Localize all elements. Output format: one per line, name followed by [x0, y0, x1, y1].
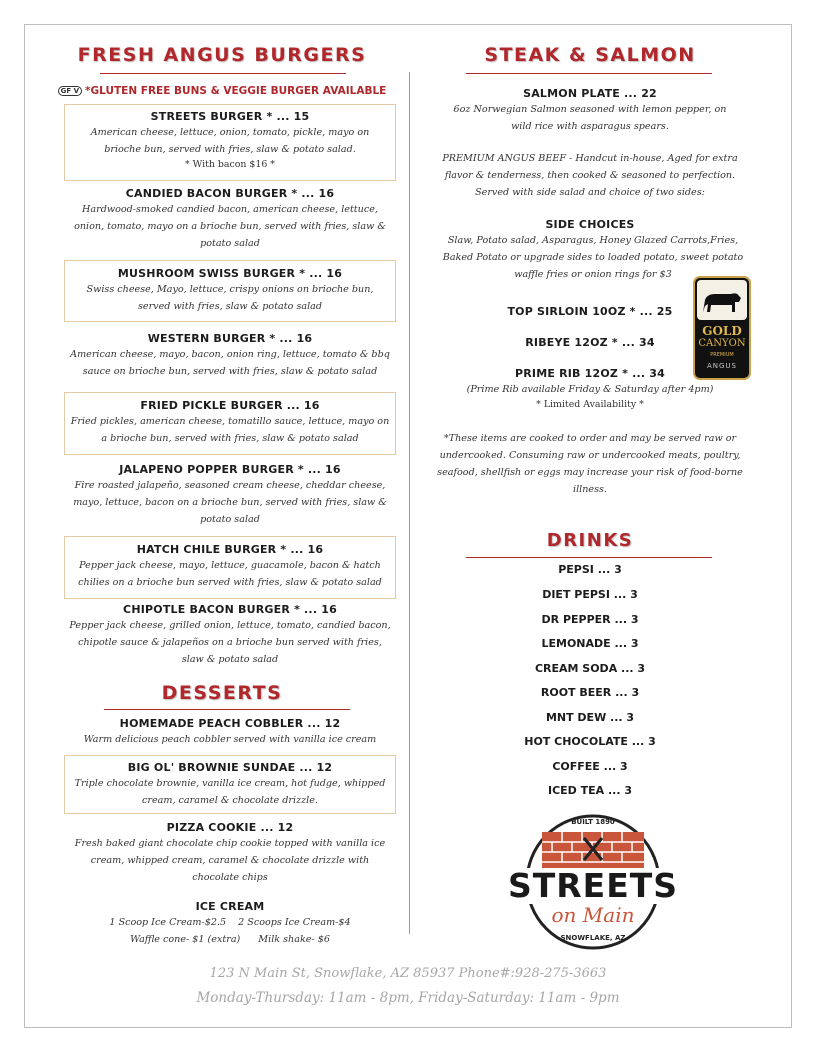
burger-note: * With bacon $16 * — [185, 159, 275, 170]
burger-item — [64, 462, 396, 528]
dessert-name: BIG OL' BROWNIE SUNDAE ... 12 — [127, 761, 333, 774]
raw-warning — [432, 430, 748, 498]
ice-cream-price: 2 Scoops Ice Cream-$4 — [238, 917, 351, 928]
burger-desc: Fire roasted jalapeño, seasoned cream cheese, cheddar cheese, mayo, lettuce, bacon on a brioche bun, served with fries, slaw & potato salad — [73, 480, 387, 525]
salmon-desc: 6oz Norwegian Salmon seasoned with lemon pepper, on wild rice with asparagus spears. — [453, 104, 727, 132]
burger-item — [64, 186, 396, 252]
badge-angus: ANGUS — [706, 362, 738, 370]
salmon-name: SALMON PLATE ... 22 — [523, 87, 657, 100]
burger-desc: Pepper jack cheese, grilled onion, lettuce, tomato, candied bacon, chipotle sauce & jalapeños on a brioche bun served with fries, slaw & potato salad — [69, 620, 391, 665]
burger-name: JALAPENO POPPER BURGER * ... 16 — [119, 463, 341, 476]
dessert-item — [64, 755, 396, 814]
gluten-free-note — [42, 85, 402, 97]
drinks-title: DRINKS — [546, 530, 634, 551]
burger-item — [64, 260, 396, 322]
badge-gold: GOLD — [702, 324, 742, 338]
drink-item: DR PEPPER ... 3 — [541, 613, 639, 626]
dessert-desc: Triple chocolate brownie, vanilla ice cream, hot fudge, whipped cream, caramel & chocolate drizzle. — [74, 778, 386, 806]
side-choices — [430, 217, 750, 283]
badge-canyon: CANYON — [698, 338, 746, 349]
burger-desc: American cheese, lettuce, onion, tomato, pickle, mayo on brioche bun, served with fries, slaw & potato salad. — [90, 127, 370, 155]
burger-desc: Pepper jack cheese, mayo, lettuce, guacamole, bacon & hatch chilies on a brioche bun served with fries, slaw & potato salad — [78, 560, 382, 588]
gluten-free-text: *GLUTEN FREE BUNS & VEGGIE BURGER AVAILABLE — [85, 85, 387, 97]
footer-hours: Monday-Thursday: 11am - 8pm, Friday-Saturday: 11am - 9pm — [196, 990, 620, 1006]
desserts-rule — [104, 709, 350, 710]
ice-cream-item — [64, 899, 396, 948]
ice-cream-price: Milk shake- $6 — [258, 934, 330, 945]
drink-item: HOT CHOCOLATE ... 3 — [524, 735, 656, 748]
burger-name: STREETS BURGER * ... 15 — [150, 110, 310, 123]
ice-cream-prices — [64, 914, 396, 931]
sides-title: SIDE CHOICES — [545, 218, 635, 231]
drink-item: DIET PEPSI ... 3 — [542, 588, 638, 601]
burger-item — [64, 104, 396, 181]
drink-item: CREAM SODA ... 3 — [534, 662, 646, 675]
drink-item: PEPSI ... 3 — [558, 563, 622, 576]
premium-desc — [430, 150, 750, 201]
premium-text: PREMIUM ANGUS BEEF - Handcut in-house, Aged for extra flavor & tenderness, then cooked & seasoned to perfection. Served with side salad and choice of two sides: — [442, 153, 738, 198]
dessert-name: PIZZA COOKIE ... 12 — [166, 821, 294, 834]
drinks-rule — [466, 557, 712, 558]
steak-rule — [466, 73, 712, 74]
gold-canyon-badge — [693, 276, 753, 382]
steak-item — [490, 304, 690, 319]
steak-item — [490, 335, 690, 350]
logo-city: SNOWFLAKE, AZ — [560, 934, 626, 942]
burger-name: FRIED PICKLE BURGER ... 16 — [140, 399, 320, 412]
drink-item: MNT DEW ... 3 — [545, 711, 635, 724]
desserts-title: DESSERTS — [161, 682, 283, 704]
ice-cream-price: Waffle cone- $1 (extra) — [130, 934, 241, 945]
salmon-item — [430, 86, 750, 135]
drink-item: ROOT BEER ... 3 — [540, 686, 640, 699]
logo-on-main: on Main — [551, 903, 635, 927]
streets-logo — [484, 808, 702, 958]
warning-text: *These items are cooked to order and may be served raw or undercooked. Consuming raw or undercooked meats, poultry, seafood, shellfish or eggs may increase your risk of food-borne illness. — [437, 433, 743, 495]
burger-name: WESTERN BURGER * ... 16 — [147, 332, 313, 345]
ice-cream-extras — [64, 931, 396, 948]
burger-name: MUSHROOM SWISS BURGER * ... 16 — [117, 267, 343, 280]
logo-built: BUILT 1890 — [571, 818, 615, 826]
gf-veggie-icon: GF V — [58, 86, 82, 96]
ice-cream-price: 1 Scoop Ice Cream-$2.5 — [109, 917, 227, 928]
ribeye-name: RIBEYE 12OZ * ... 34 — [525, 336, 655, 349]
sirloin-name: TOP SIRLOIN 10OZ * ... 25 — [507, 305, 673, 318]
prime-rib-note: (Prime Rib available Friday & Saturday after 4pm) — [466, 384, 714, 395]
drink-item: LEMONADE ... 3 — [541, 637, 639, 650]
column-divider — [409, 72, 410, 934]
burger-desc: American cheese, mayo, bacon, onion ring, lettuce, tomato & bbq sauce on brioche bun, served with fries, slaw & potato salad — [70, 349, 390, 377]
dessert-desc: Fresh baked giant chocolate chip cookie topped with vanilla ice cream, whipped cream, caramel & chocolate drizzle with chocolate chips — [74, 838, 386, 883]
prime-rib-name: PRIME RIB 12OZ * ... 34 — [514, 367, 665, 380]
logo-streets: STREETS — [507, 866, 679, 905]
burgers-title: FRESH ANGUS BURGERS — [77, 44, 367, 66]
drink-item: ICED TEA ... 3 — [547, 784, 633, 797]
burger-name: CHIPOTLE BACON BURGER * ... 16 — [123, 603, 337, 616]
burger-name: CANDIED BACON BURGER * ... 16 — [125, 187, 335, 200]
burger-name: HATCH CHILE BURGER * ... 16 — [136, 543, 324, 556]
footer-address: 123 N Main St, Snowflake, AZ 85937 Phone#:928-275-3663 — [209, 966, 607, 981]
dessert-item — [64, 716, 396, 748]
dessert-name: HOMEMADE PEACH COBBLER ... 12 — [119, 717, 341, 730]
burger-item — [64, 331, 396, 380]
badge-premium: PREMIUM — [710, 352, 734, 358]
burger-item — [64, 602, 396, 668]
sides-desc: Slaw, Potato salad, Asparagus, Honey Glazed Carrots,Fries, Baked Potato or upgrade sides to loaded potato, sweet potato waffle fries or onion rings for $3 — [442, 235, 744, 280]
drink-item: COFFEE ... 3 — [552, 760, 628, 773]
burgers-rule — [100, 73, 346, 74]
burger-item — [64, 392, 396, 455]
limited-note: * Limited Availability * — [536, 399, 644, 410]
burger-desc: Swiss cheese, Mayo, lettuce, crispy onions on brioche bun, served with fries, slaw & potato salad — [86, 284, 374, 312]
ice-cream-name: ICE CREAM — [195, 900, 265, 913]
dessert-item — [64, 820, 396, 886]
burger-item — [64, 536, 396, 599]
burger-desc: Fried pickles, american cheese, tomatillo sauce, lettuce, mayo on a brioche bun, served with fries, slaw & potato salad — [70, 416, 390, 444]
steak-title: STEAK & SALMON — [484, 44, 696, 66]
dessert-desc: Warm delicious peach cobbler served with vanilla ice cream — [83, 734, 377, 745]
burger-desc: Hardwood-smoked candied bacon, american cheese, lettuce, onion, tomato, mayo on a brioche bun, served with fries, slaw & potato salad — [74, 204, 386, 249]
